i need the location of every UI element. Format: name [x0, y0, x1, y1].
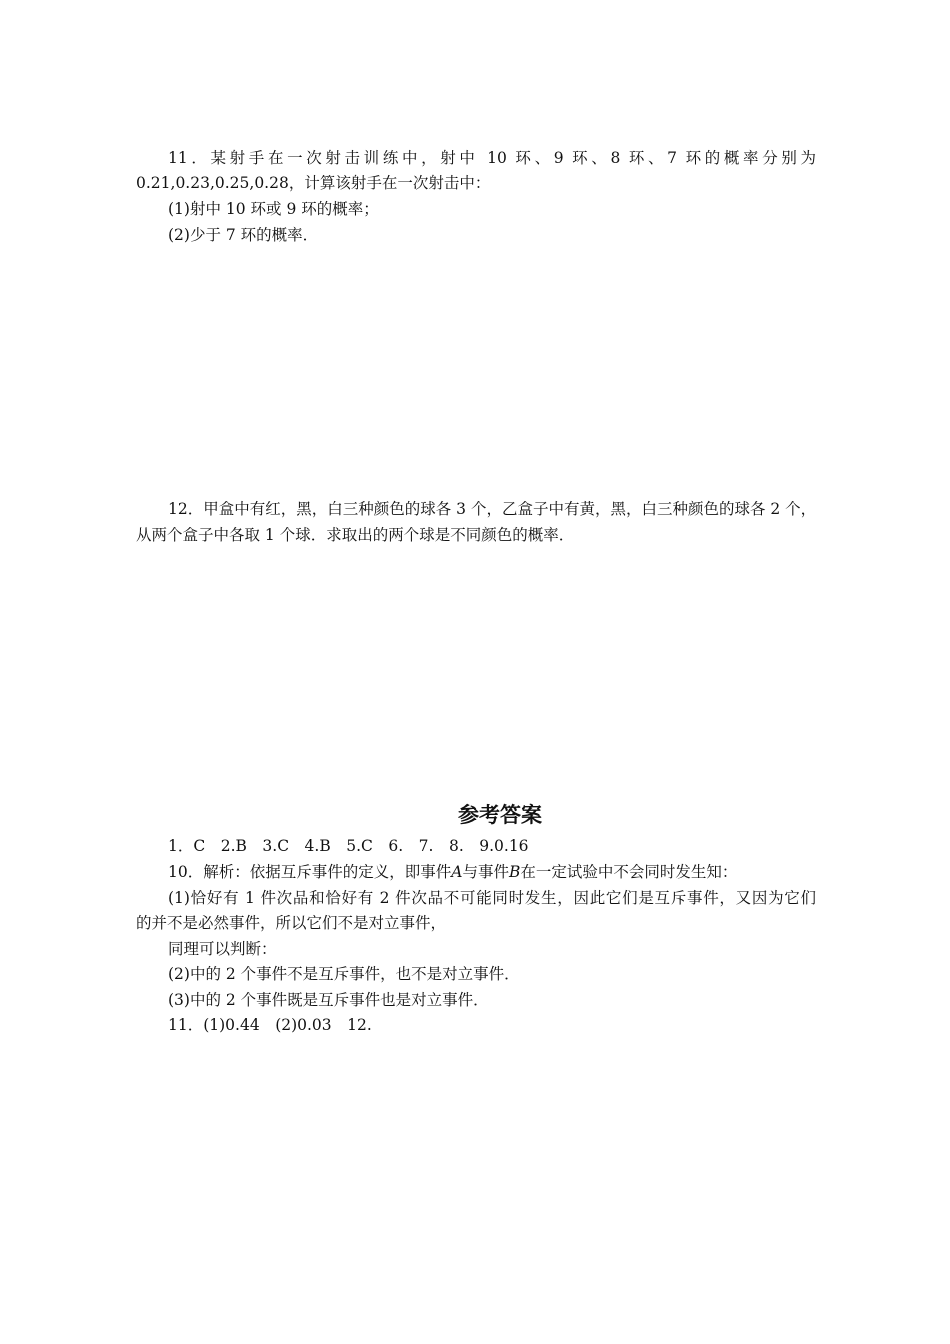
- answer-10-mid: 与事件: [462, 863, 509, 881]
- q11-part2: (2)少于 7 环的概率．: [168, 226, 319, 244]
- event-a: A: [451, 863, 463, 881]
- answer-10-line4: 同理可以判断：: [168, 940, 277, 958]
- answer-10-end: 在一定试验中不会同时发生知：: [520, 863, 738, 881]
- answer-10-line2: (1)恰好有 1 件次品和恰好有 2 件次品不可能同时发生，因此它们是互斥事件，又因为它们: [168, 889, 816, 907]
- q12-line1: 12．甲盒中有红，黑，白三种颜色的球各 3 个，乙盒子中有黄，黑，白三种颜色的球各 2 个，: [168, 500, 817, 518]
- q11-line1: 11．某射手在一次射击训练中，射中 10 环、9 环、8 环、7 环的概率分别为: [168, 149, 816, 167]
- q11-line2: 0.21,0.23,0.25,0.28，计算该射手在一次射击中：: [136, 174, 491, 192]
- q11-part1: (1)射中 10 环或 9 环的概率；: [168, 200, 379, 218]
- answers-row1: 1．C 2.B 3.C 4.B 5.C 6. 7. 8. 9.0.16: [168, 837, 529, 855]
- q12-line2: 从两个盒子中各取 1 个球．求取出的两个球是不同颜色的概率．: [136, 526, 575, 544]
- answer-10-line1: [168, 860, 816, 884]
- answers-heading: 参考答案: [458, 803, 542, 827]
- answer-11-12: 11．(1)0.44 (2)0.03 12.: [168, 1016, 372, 1034]
- answer-10-line5: (2)中的 2 个事件不是互斥事件，也不是对立事件．: [168, 965, 520, 983]
- answer-10-start: 10．解析：依据互斥事件的定义，即事件: [168, 863, 452, 881]
- answer-10-line3: 的并不是必然事件，所以它们不是对立事件，: [136, 914, 447, 932]
- answer-10-line6: (3)中的 2 个事件既是互斥事件也是对立事件．: [168, 991, 489, 1009]
- event-b: B: [508, 863, 521, 881]
